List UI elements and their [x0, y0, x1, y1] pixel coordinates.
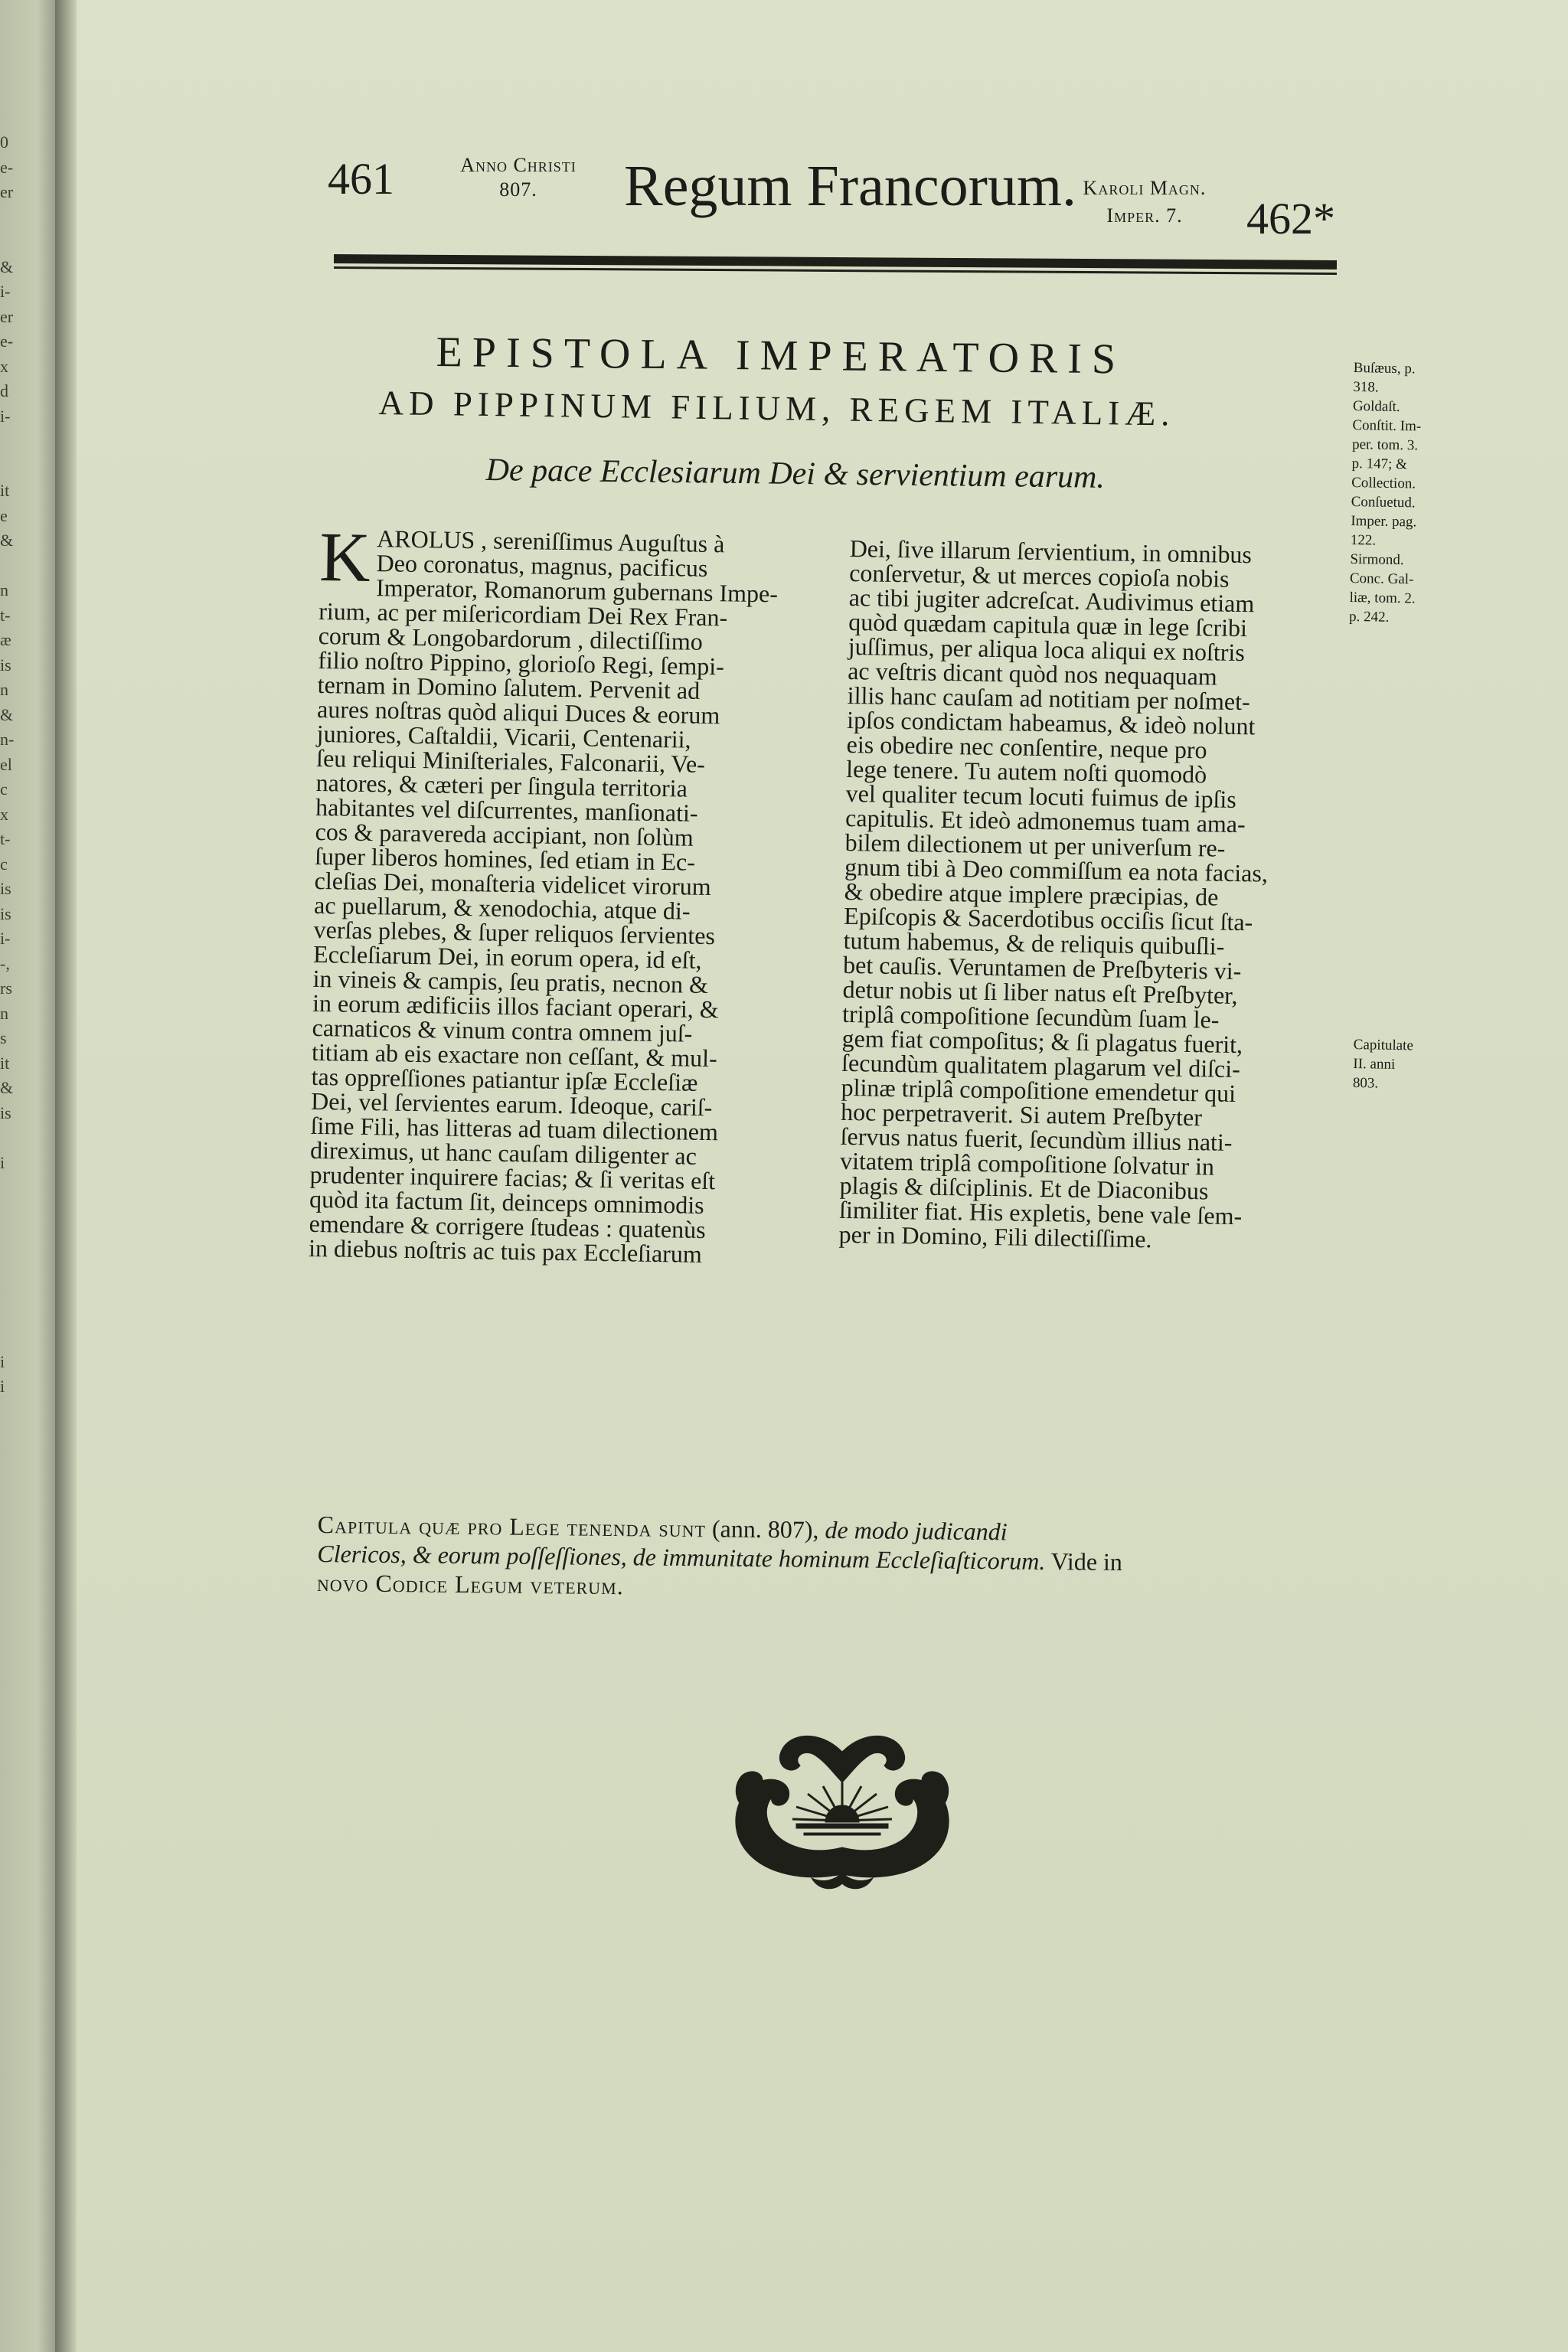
fragment-char: it: [0, 1053, 10, 1073]
text-line: cleſias Dei, monaſteria videlicet virorum: [314, 866, 711, 901]
text-line: cos & paravereda accipiant, non ſolùm: [315, 817, 694, 851]
fragment-char: [0, 1250, 17, 1276]
text-line: conſervetur, & ut merces copioſa nobis: [848, 558, 1230, 593]
text-line: in diebus noſtris ac tuis pax Eccleſiarum: [308, 1233, 703, 1268]
margin-note-line: p. 147; &: [1351, 455, 1408, 473]
fragment-char: s: [0, 1028, 7, 1047]
text-line: gem fiat compoſitus; & ſi plagatus fuerit,: [841, 1024, 1243, 1059]
text-line: eis obedire nec conſentire, neque pro: [846, 730, 1207, 764]
anno-christi-year: 807.: [499, 178, 537, 201]
fragment-char: i: [0, 1377, 5, 1396]
text-line: prudenter inquirere facias; & ſi veritas eſt: [309, 1160, 716, 1195]
margin-note-line: Goldaſt.: [1352, 397, 1400, 416]
imper-year: Imper. 7.: [1106, 204, 1183, 227]
text-line: gnum tibi à Deo commiſſum ea nota facias,: [844, 852, 1269, 887]
margin-note-line: 803.: [1352, 1074, 1379, 1092]
text-line: Imperator, Romanorum gubernans Impe-: [375, 573, 779, 608]
fragment-char: n: [0, 680, 8, 699]
text-line: & obedire atque implere præcipias, de: [844, 877, 1219, 911]
anno-christi-block: [423, 153, 614, 202]
text-line: bilem dilectionem ut per univerſum re-: [844, 828, 1226, 862]
fragment-char: i-: [0, 406, 11, 426]
margin-note-line: Imper. pag.: [1351, 512, 1417, 531]
text-line: plagis & diſciplinis. Et de Diaconibus: [839, 1171, 1209, 1205]
fragment-char: [0, 1300, 17, 1325]
text-line: emendare & corrigere ſtudeas : quatenùs: [309, 1209, 706, 1244]
fragment-char: t-: [0, 605, 11, 625]
text-line: per in Domino, Fili dilectiſſime.: [838, 1220, 1152, 1253]
fragment-char: is: [0, 903, 11, 923]
text-line: capitulis. Et ideò admonemus tuam ama-: [844, 803, 1246, 838]
text-line: ſecundùm qualitatem plagarum vel diſci-: [841, 1048, 1241, 1083]
fragment-char: is: [0, 1102, 11, 1122]
text-line: ipſos condictam habeamus, & ideò nolunt: [846, 705, 1256, 740]
text-line: ternam in Domino ſalutem. Pervenit ad: [317, 670, 701, 704]
fragment-char: er: [0, 306, 14, 326]
capitula-date: (ann. 807),: [705, 1514, 825, 1544]
margin-note-line: per. tom. 3.: [1351, 436, 1419, 454]
text-line: illis hanc cauſam ad notitiam per noſmet-: [847, 681, 1251, 716]
fragment-char: -,: [0, 953, 10, 973]
fragment-char: n-: [0, 730, 15, 749]
text-line: quòd quædam capitula quæ in lege ſcribi: [848, 607, 1248, 642]
capitula-smallcaps-3: novo Codice Legum veterum.: [316, 1568, 624, 1600]
fragment-char: it: [0, 481, 10, 500]
margin-note-line: Buſæus, p.: [1353, 359, 1416, 377]
fragment-char: e-: [0, 157, 14, 177]
text-line: corum & Longobardorum , dilectiſſimo: [318, 621, 704, 655]
book-page: [77, 0, 1568, 2352]
text-line: ſervus natus fuerit, ſecundùm illius nati-: [840, 1122, 1233, 1156]
text-line: lege tenere. Tu autem noſti quomodò: [845, 754, 1207, 789]
fragment-char: 0: [0, 132, 8, 152]
text-line: Eccleſiarum Dei, in eorum opera, id eſt,: [312, 939, 702, 974]
text-line: natores, & cæteri per ſingula territoria: [315, 768, 688, 802]
running-title: Regum Francorum.: [624, 154, 1077, 218]
rising-sun-vignette-ornament: [720, 1721, 965, 1893]
text-line: Dei, vel ſervientes earum. Ideoque, cariſ-: [310, 1086, 713, 1122]
fragment-char: &: [0, 531, 14, 550]
fragment-char: æ: [0, 630, 11, 649]
text-line: ac tibi jugiter adcreſcat. Audivimus etiam: [848, 583, 1255, 618]
margin-note-line: 122.: [1350, 531, 1377, 549]
fragment-char: [0, 205, 17, 230]
fragment-char: x: [0, 356, 8, 376]
text-line: ſeu reliqui Miniſteriales, Falconarii, Ve-: [315, 743, 706, 778]
text-line: juſſimus, per aliqua loca aliqui ex noſtris: [848, 632, 1246, 667]
text-line: Epiſcopis & Sacerdotibus occiſis ſicut ſta-: [843, 901, 1253, 936]
fragment-char: er: [0, 182, 14, 201]
text-line: tas oppreſſiones patiantur ipſæ Eccleſiæ: [311, 1062, 698, 1096]
margin-note-line: 318.: [1353, 378, 1379, 396]
capitula-italic-1: de modo judicandi: [825, 1515, 1008, 1546]
text-line: ſimiliter fiat. His expletis, bene vale ſem-: [838, 1195, 1243, 1230]
fragment-char: [0, 1175, 17, 1200]
column-left-lines: [308, 518, 856, 1269]
capitula-italic-2: Clericos, & eorum poſſeſſiones, de immunitate hominum Eccleſiaſticorum.: [317, 1539, 1046, 1575]
fragment-char: c: [0, 779, 8, 799]
margin-note-line: II. anni: [1353, 1055, 1396, 1073]
fragment-char: i-: [0, 282, 11, 301]
fragment-char: [0, 1200, 17, 1226]
fragment-char: n: [0, 580, 8, 599]
fragment-char: e-: [0, 332, 14, 351]
text-line: vitatem triplâ compoſitione ſolvatur in: [839, 1146, 1215, 1181]
fragment-char: [0, 1125, 17, 1151]
text-line: triplâ compoſitione ſecundùm ſuam le-: [841, 999, 1220, 1034]
margin-note-sources: [1349, 358, 1423, 628]
fragment-char: &: [0, 1078, 14, 1097]
capitula-vide-in: Vide in: [1045, 1547, 1123, 1576]
text-line: in eorum ædificiis illos faciant operari, &: [312, 988, 719, 1024]
text-line: ſuper liberos homines, ſed etiam in Ec-: [314, 841, 696, 876]
fragment-char: is: [0, 879, 11, 898]
text-column-left: [308, 518, 856, 1269]
gutter-shadow: [55, 0, 77, 2352]
previous-page-text-fragment: [0, 130, 17, 1400]
text-line: Deo coronatus, magnus, pacificus: [376, 549, 708, 582]
fragment-char: t-: [0, 829, 11, 848]
text-line: AROLUS , sereniſſimus Auguſtus à: [376, 524, 725, 558]
fragment-char: [0, 1325, 17, 1350]
text-line: plinæ triplâ compoſitione emendetur qui: [841, 1073, 1236, 1108]
text-line: in vineis & campis, ſeu pratis, necnon &: [312, 964, 709, 999]
text-line: rium, ac per miſericordiam Dei Rex Fran-: [318, 596, 728, 632]
capitula-smallcaps-1: Capitula quæ pro Lege tenenda sunt: [317, 1511, 707, 1543]
margin-note-line: Conc. Gal-: [1349, 570, 1414, 588]
anno-christi-label: Anno Christi: [460, 154, 577, 176]
drop-cap: K: [318, 518, 371, 597]
fragment-char: i-: [0, 929, 11, 948]
text-line: detur nobis ut ſi liber natus eſt Preſbyter,: [842, 975, 1238, 1010]
text-line: ſime Fili, has litteras ad tuam dilectionem: [310, 1111, 719, 1146]
fragment-char: &: [0, 256, 14, 276]
text-line: juniores, Caſtaldii, Vicarii, Centenarii,: [316, 719, 691, 753]
text-line: tutum habemus, & de reliquis quibuſli-: [843, 926, 1225, 960]
page-number-right: 462*: [1246, 194, 1335, 243]
text-line: vel qualiter tecum locuti fuimus de ipſis: [845, 779, 1237, 813]
margin-note-capitulate: [1353, 1035, 1413, 1093]
margin-note-line: Sirmond.: [1350, 550, 1404, 569]
fragment-char: &: [0, 704, 14, 724]
column-right-lines: [838, 536, 1339, 1254]
text-line: carnaticos & vinum contra omnem juſ-: [312, 1013, 693, 1047]
fragment-char: el: [0, 754, 12, 774]
text-line: verſas plebes, & ſuper reliquos ſervientes: [313, 915, 716, 950]
epistola-subtitle: AD PIPPINUM FILIUM, REGEM ITALIÆ.: [378, 383, 1175, 433]
margin-note-line: Collection.: [1351, 474, 1416, 492]
epistola-title: EPISTOLA IMPERATORIS: [436, 328, 1126, 384]
margin-note-line: Conſuetud.: [1351, 493, 1416, 511]
fragment-char: e: [0, 505, 8, 525]
fragment-char: i: [0, 1351, 5, 1371]
fragment-char: [0, 230, 17, 255]
fragment-char: [0, 429, 17, 454]
text-line: hoc perpetraverit. Si autem Preſbyter: [840, 1097, 1203, 1132]
text-line: habitantes vel diſcurrentes, manſionati-: [315, 792, 698, 827]
fragment-char: d: [0, 381, 8, 400]
text-line: Dei, ſive illarum ſervientium, in omnibus: [849, 534, 1253, 569]
fragment-char: [0, 554, 17, 579]
fragment-char: i: [0, 1152, 5, 1172]
page-number-left: 461: [328, 154, 394, 204]
text-line: titiam ab eis exactare non ceſſant, & mul-: [311, 1037, 717, 1073]
margin-note-line: Conſtit. Im-: [1352, 416, 1422, 435]
margin-note-line: p. 242.: [1348, 608, 1390, 626]
fragment-char: n: [0, 1003, 8, 1023]
text-line: ac veſtris dicant quòd nos nequaquam: [847, 656, 1217, 691]
fragment-char: [0, 1275, 17, 1300]
fragment-char: [0, 454, 17, 479]
fragment-char: x: [0, 804, 8, 824]
karoli-magn-label: Karoli Magn.: [1083, 177, 1207, 199]
text-line: direximus, ut hanc cauſam diligenter ac: [309, 1135, 697, 1170]
text-column-right: [838, 536, 1339, 1254]
margin-note-line: liæ, tom. 2.: [1349, 589, 1416, 607]
text-line: quòd ita factum ſit, deinceps omnimodis: [309, 1184, 704, 1219]
fragment-char: rs: [0, 978, 12, 998]
text-line: filio noſtro Pippino, glorioſo Regi, ſempi-: [317, 645, 725, 681]
fragment-char: is: [0, 655, 11, 675]
text-line: aures noſtras quòd aliqui Duces & eorum: [316, 694, 720, 730]
epistola-subject: De pace Ecclesiarum Dei & servientium earum.: [485, 452, 1106, 495]
text-line: bet cauſis. Veruntamen de Preſbyteris vi-: [842, 950, 1242, 985]
text-line: ac puellarum, & xenodochia, atque di-: [313, 890, 691, 925]
fragment-char: c: [0, 854, 8, 874]
capitula-paragraph: [317, 1510, 1344, 1608]
margin-note-line: Capitulate: [1353, 1036, 1414, 1054]
fragment-char: [0, 1225, 17, 1250]
karoli-magn-block: [1049, 175, 1240, 230]
